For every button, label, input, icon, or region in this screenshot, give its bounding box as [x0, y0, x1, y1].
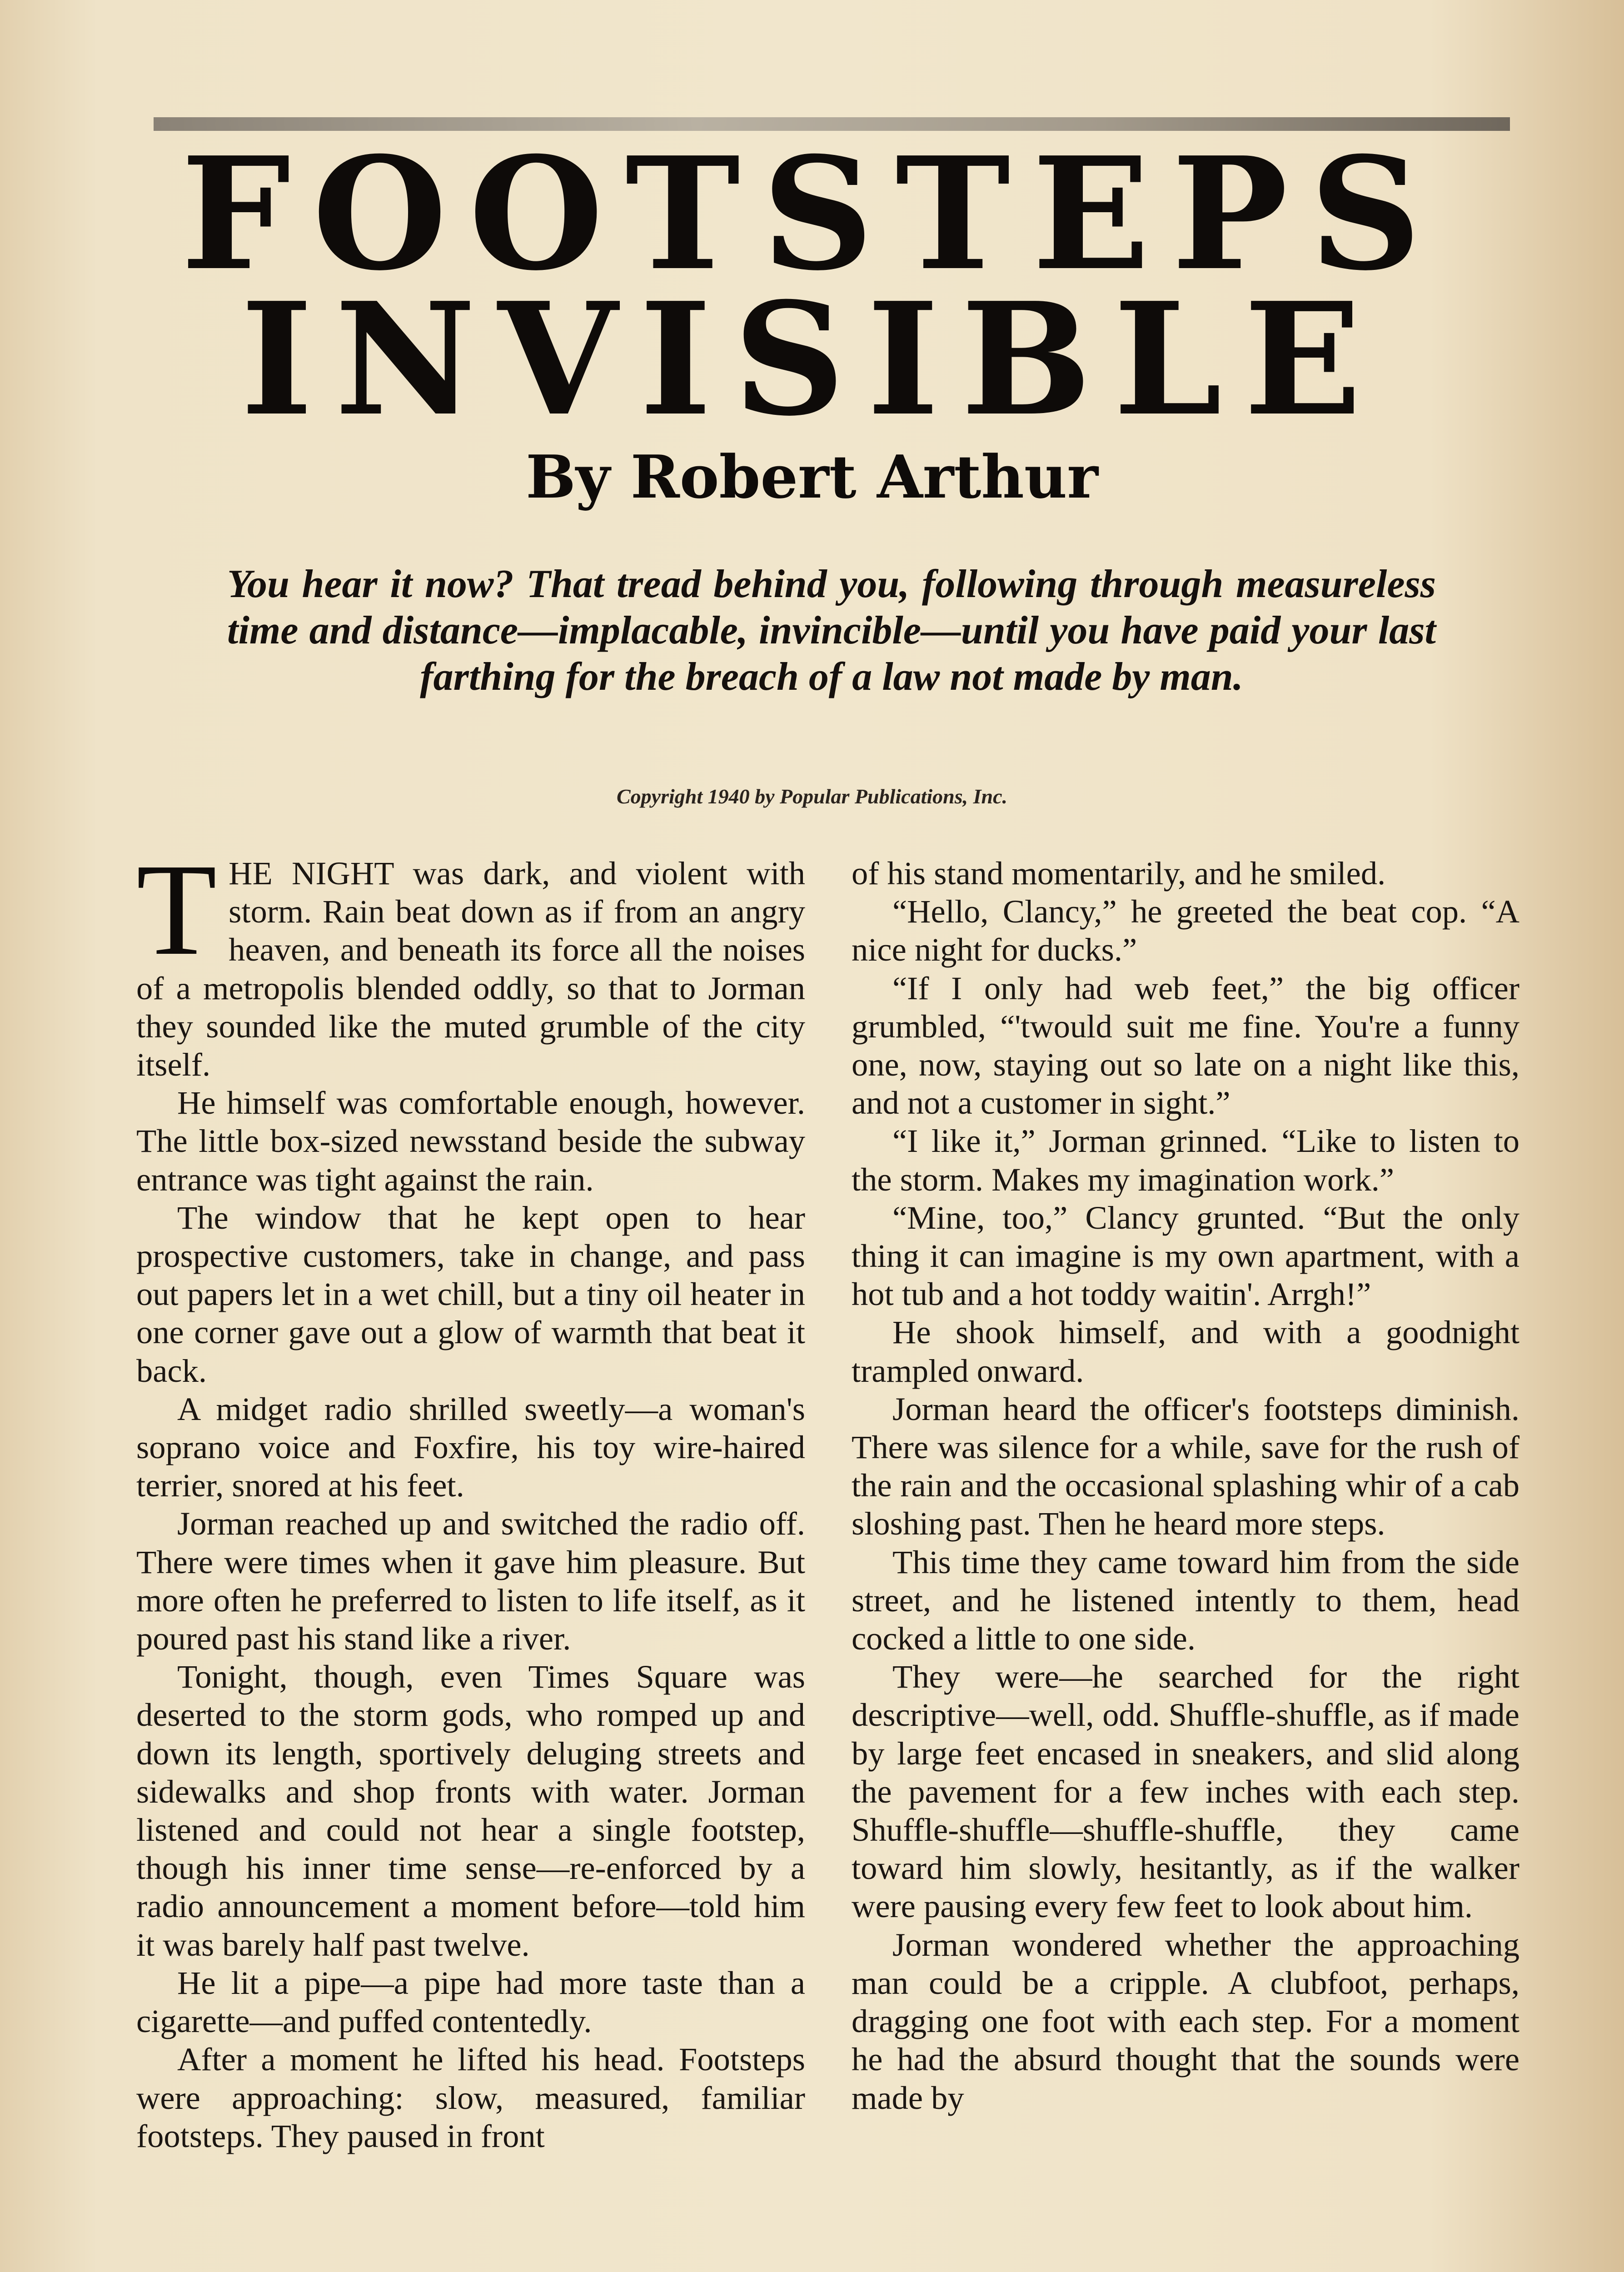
paragraph: A midget radio shrilled sweetly—a woman's soprano voice and Foxfire, his toy wire-haired terrier, snored at his feet.	[136, 1390, 805, 1504]
paragraph: He shook himself, and with a goodnight trampled onward.	[852, 1314, 1519, 1389]
paragraph: “I like it,” Jorman grinned. “Like to listen to the storm. Makes my imagination work.”	[852, 1122, 1519, 1198]
paragraph: Tonight, though, even Times Square was deserted to the storm gods, who romped up and down its length, sportively deluging streets and sidewalks and shop fronts with water. Jorman listened and could not hear a single footstep, though his inner time sense—re-enforced by a radio announcement a moment before—told him it was barely half past twelve.	[136, 1658, 805, 1963]
paragraph: Jorman heard the officer's footsteps diminish. There was silence for a while, save for the rush of the rain and the occasional splashing whir of a cab sloshing past. Then he heard more steps.	[852, 1390, 1519, 1542]
story-title-line-2: INVISIBLE	[240, 269, 1384, 450]
drop-cap: T	[136, 837, 217, 982]
paragraph: He lit a pipe—a pipe had more taste than a cigarette—and puffed contentedly.	[136, 1964, 805, 2040]
byline: By Robert Arthur	[526, 442, 1098, 512]
opening-paragraph	[136, 837, 805, 1084]
paragraph: “Mine, too,” Clancy grunted. “But the only thing it can imagine is my own apartment, with a hot tub and a hot toddy waitin'. Arrgh!”	[852, 1199, 1519, 1313]
paragraph: After a moment he lifted his head. Footsteps were approaching: slow, measured, familiar footsteps. They paused in front	[136, 2041, 805, 2154]
paragraph: The window that he kept open to hear prospective customers, take in change, and pass out papers let in a wet chill, but a tiny oil heater in one corner gave out a glow of warmth that beat it back.	[136, 1199, 805, 1389]
paragraph: “If I only had web feet,” the big officer grumbled, “'twould suit me fine. You're a funny one, now, staying out so late on a night like this, and not a customer in sight.”	[852, 969, 1519, 1121]
story-title-line-1: FOOTSTEPS	[181, 124, 1443, 305]
paragraph: He himself was comfortable enough, however. The little box-sized newsstand beside the subway entrance was tight against the rain.	[136, 1084, 805, 1198]
story-blurb: You hear it now? That tread behind you, following through measureless time and distance—implacable, invincible—until you have paid your last farthing for the breach of a law not made by man.	[227, 562, 1436, 699]
paragraph: They were—he searched for the right descriptive—well, odd. Shuffle-shuffle, as if made by large feet encased in sneakers, and slid along the pavement for a few inches with each step. Shuffle-shuffle—shuffle-shuffle, they came toward him slowly, hesitantly, as if the walker were pausing every few feet to look about him.	[852, 1658, 1519, 1925]
text-column-right	[852, 854, 1519, 2117]
text-column-left	[136, 837, 805, 2155]
paragraph: Jorman wondered whether the approaching man could be a cripple. A clubfoot, perhaps, dragging one foot with each step. For a moment he had the absurd thought that the sounds were made by	[852, 1926, 1519, 2116]
paragraph-text: HE NIGHT was dark, and violent with storm. Rain beat down as if from an angry heaven, and beneath its force all the noises of a metropolis blended oddly, so that to Jorman they sounded like the muted grumble of the city itself.	[136, 855, 805, 1083]
paragraph: This time they came toward him from the side street, and he listened intently to them, head cocked a little to one side.	[852, 1543, 1519, 1657]
paragraph: “Hello, Clancy,” he greeted the beat cop. “A nice night for ducks.”	[852, 893, 1519, 968]
continued-paragraph: of his stand momentarily, and he smiled.	[852, 855, 1386, 892]
copyright-notice: Copyright 1940 by Popular Publications, Inc.	[616, 785, 1008, 808]
paragraph: Jorman reached up and switched the radio off. There were times when it gave him pleasure. But more often he preferred to listen to life itself, as it poured past his stand like a river.	[136, 1505, 805, 1657]
